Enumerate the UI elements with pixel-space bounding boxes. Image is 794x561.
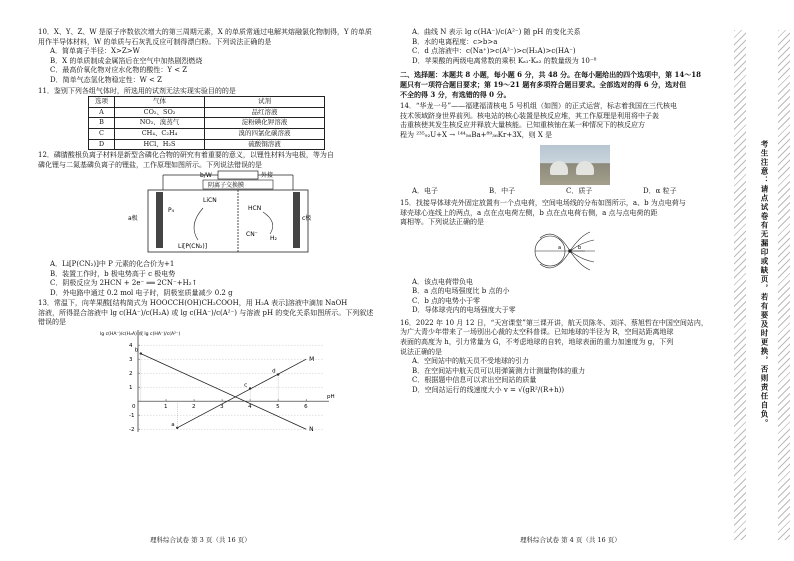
q15-option-a: A．该点电荷带负电 [412,277,474,286]
q14-line: 14．“华龙一号”——福建福清核电 5 号机组（如图）的正式运营，标志着我国在三代核电 [400,102,677,111]
svg-text:b: b [578,244,582,251]
table-cell: 硫酸铜溶液 [205,139,325,150]
question-15 [400,199,720,316]
q14-option-d: D．α 粒子 [643,186,677,195]
q16-option-d: D．空间站运行的线速度大小 v = √(gR²/(R+h)) [412,386,565,395]
label-p4: P₄ [168,207,175,215]
y-tick-label: -2 [129,427,135,434]
label-d-electrode: c极 [302,215,312,223]
point-label-b: b [134,347,139,354]
q16-option-b: B．在空间站中航天员可以用弹簧测力计测量物体的重力 [412,366,586,375]
q13-option-a: A．曲线 N 表示 lg c(HA⁻)/c(A²⁻) 随 pH 的变化关系 [412,28,581,36]
q14-options [400,187,720,197]
q16-line: 16．2022 年 10 月 12 日，“天宫课堂”第三课开讲，航天员陈冬、刘洋、蔡旭哲在中国空间站内， [400,318,708,327]
q15-option-d: D．导体球壳内的电场强度大于零 [412,306,516,315]
table-row [89,107,325,118]
q16-line: 为广大青少年带来了一场别出心裁的太空科普课。已知地球的半径为 R，空间站距离地球 [400,328,674,337]
q13-stem-2: 溶液，所得混合溶液中 lg c(HA⁻)/c(H₂A) 或 lg c(HA⁻)/c(A²⁻) 与溶液 pH 的变化关系如图所示。下列叙述 [38,308,374,317]
table-cell: NO₂、溴蒸气 [115,118,205,129]
q16-line: 说法正确的是 [400,347,442,356]
binding-margin [734,30,790,540]
footer-right: 理科综合试卷 第 4 页（共 16 页） [520,536,621,544]
q12-stem-2: 磷化锂与二氮基磷负离子的锂盐，工作原理如图所示。下列说法错误的是 [38,160,262,169]
label-a-electrode: a极 [128,215,138,223]
point-label-c: c [244,382,248,389]
label-external: 外接 [261,172,274,180]
question-11 [38,87,378,151]
q16-option-a: A．空间站中的航天员不受地球的引力 [412,357,530,366]
q12-option-a: A．Li[P(CN₂)]中 P 元素的化合价为+1 [50,259,175,268]
exam-notice: 考生注意：请点试卷有无漏印或缺页，若有要及时更换，否则责任自负。 [760,140,769,428]
y-tick-label: 2 [129,371,133,378]
question-13 [38,299,378,441]
q15-line: 15．找接导体球壳外固定放置有一个点电荷，空间电场线的分布如图所示，a、b 为点电荷与 [400,199,686,208]
question-16 [400,319,720,396]
table-cell: HCl、H₂S [115,139,205,150]
q16-line: 表面的高度为 h，引力常量为 G，不考虑地球的自转，地球表面的重力加速度为 g，下列 [400,338,674,347]
q13-stem-3: 错误的是 [38,318,66,327]
label-h2: H₂ [270,235,277,243]
question-14 [400,102,720,196]
table-header: 试剂 [205,97,325,108]
q13-option-c: C．d 点溶液中：c(Na⁺)>c(A²⁻)>c(H₂A)>c(HA⁻) [412,47,576,56]
q10-option-c: C．最高价氧化物对应水化物的酸性：Y < Z [50,66,188,75]
y-tick-label: 1 [129,385,133,392]
point-label-a: a [171,421,175,428]
table-row [89,128,325,139]
q14-option-b: B．中子 [489,186,516,195]
x-tick-label: 5 [276,404,280,411]
electrolysis-diagram [38,170,378,256]
q15-line: 离相等。下列说法正确的是 [400,218,484,227]
left-page [38,28,378,443]
series-label-M: M [309,356,315,364]
table-cell: B [89,118,115,129]
q13-option-d: D．苹果酸的两级电离常数的乘积 Kₐ₁·Kₐ₂ 的数量级为 10⁻⁸ [412,56,597,65]
y-axis-label: lg c(HA⁻)/c(H₂A) 或 lg c(HA⁻)/c(A²⁻) [100,332,181,338]
q14-option-c: C．质子 [566,186,593,195]
series-label-N: N [309,426,314,434]
label-b-electrode: b/W [200,172,212,180]
q12-option-d: D．外电路中通过 0.2 mol 电子时，阴极室质量减少 0.2 g [50,288,233,297]
q15-option-b: B．a 点的电场强度比 b 点的小 [412,287,510,296]
footer-left: 理科综合试卷 第 3 页（共 16 页） [150,536,251,544]
q10-stem: 10．X、Y、Z、W 是原子序数依次增大的第三周期元素，X 的单质常通过电解其熔融氯化物制得，Y 的单质用作半导体材料，W 的单质与石灰乳反应可制得漂白粉。下列说法正确的是 [38,28,372,46]
label-membrane: 阴离子交换膜 [208,182,245,190]
q14-option-a: A．电子 [412,186,439,195]
q15-line: 球壳球心连线上的两点，a 点在点电荷左侧，b 点在点电荷右侧，a 点与点电荷的距 [400,208,658,217]
field-line-diagram [400,228,720,274]
q12-stem-1: 12．磷腈酸根负离子材料是新型含磷化合物的研究有着重要的意义，以锂性材料为电极，等为自 [38,151,334,160]
x-tick-label: 4 [248,404,252,411]
table-header-row [89,97,325,108]
q11-table [88,96,325,150]
table-cell: 溴的四氯化碳溶液 [205,128,325,139]
ph-chart [98,328,338,438]
x-tick-label: 2 [192,404,196,411]
x-tick-label: 1 [164,404,168,411]
table-row [89,118,325,129]
question-10 [38,28,378,86]
section-2-line-3: 不全的得 3 分，有选错的得 0 分。 [400,89,511,99]
q14-line: 程为 ²³⁵₉₂U+X → ¹⁴⁴₅₆Ba+⁸⁹₃₆Kr+3X，则 X 是 [400,130,553,139]
q12-option-c: C．阴极反应为 2HCN + 2e⁻ ══ 2CN⁻+H₂↑ [50,279,198,288]
y-tick-label: -1 [129,413,135,420]
table-cell: A [89,107,115,118]
q13-option-b: B．水的电离程度：c>b>a [412,37,498,46]
q12-option-b: B．装置工作时，b 极电势高于 c 极电势 [50,269,176,278]
hatch-strip [778,30,790,540]
q11-stem: 11．鉴别下列各组气体时，所选用的试剂无法实现实验目的的是 [38,86,236,95]
hatch-strip [734,30,746,540]
table-cell: 淀粉碘化钾溶液 [205,118,325,129]
question-12 [38,151,378,298]
q10-option-d: D．简单气态氢化物稳定性：W < Z [50,75,162,84]
table-cell: CH₄、C₂H₄ [115,128,205,139]
section-2-title: 二、选择题：本题共 8 小题，每小题 6 分，共 48 分。在每小题给出的四个选项中，第 14～18 [400,70,702,80]
table-header: 气体 [115,97,205,108]
q10-option-a: A．简单离子半径：X>Z>W [50,47,140,56]
x-axis-label: pH [327,394,335,401]
table-cell: CO₂、SO₂ [115,107,205,118]
q14-line: 击重核使其发生核反应并释放大量核能。已知重核铀在某一种情况下的核反应方 [400,121,645,130]
point-label-d: d [272,368,276,375]
table-cell: D [89,139,115,150]
q14-line: 技术领域跻身世界前列。核电站的核心装置是核反应堆，其工作原理是利用将中子轰 [400,111,659,120]
x-tick-label: 0 [132,404,136,411]
table-header: 选项 [89,97,115,108]
table-cell: C [89,128,115,139]
label-cn: CN⁻ [246,231,258,239]
y-tick-label: 3 [129,357,133,364]
right-page [400,28,720,397]
q10-option-b: B．X 的单质制成金属箔后在空气中加热剧烈燃烧 [50,56,203,65]
x-tick-label: 3 [220,404,224,411]
table-row [89,139,325,150]
label-hcn: HCN [248,205,262,213]
table-cell: 品红溶液 [205,107,325,118]
q16-option-c: C．根据题中信息可以求出空间站的质量 [412,376,537,385]
label-licn: LiCN [203,197,217,205]
y-tick-label: 4 [129,343,133,350]
x-tick-label: 6 [304,404,308,411]
series-line-M [177,359,306,428]
label-product: Li[P(CN₂)] [178,243,208,251]
svg-text:a: a [558,244,562,251]
section-2-line-2: 题只有一项符合题目要求；第 19～21 题有多项符合题目要求。全部选对的得 6 分，选对但 [400,79,687,89]
q15-option-c: C．b 点的电势小于零 [412,296,481,305]
series-line-N [141,354,306,430]
nuclear-plant-photo [540,145,610,185]
q13-stem-1: 13．常温下，向苹果酸[结构简式为 HOOCCH(OH)CH₂COOH，用 H₂A 表示]溶液中滴加 NaOH [38,299,348,308]
